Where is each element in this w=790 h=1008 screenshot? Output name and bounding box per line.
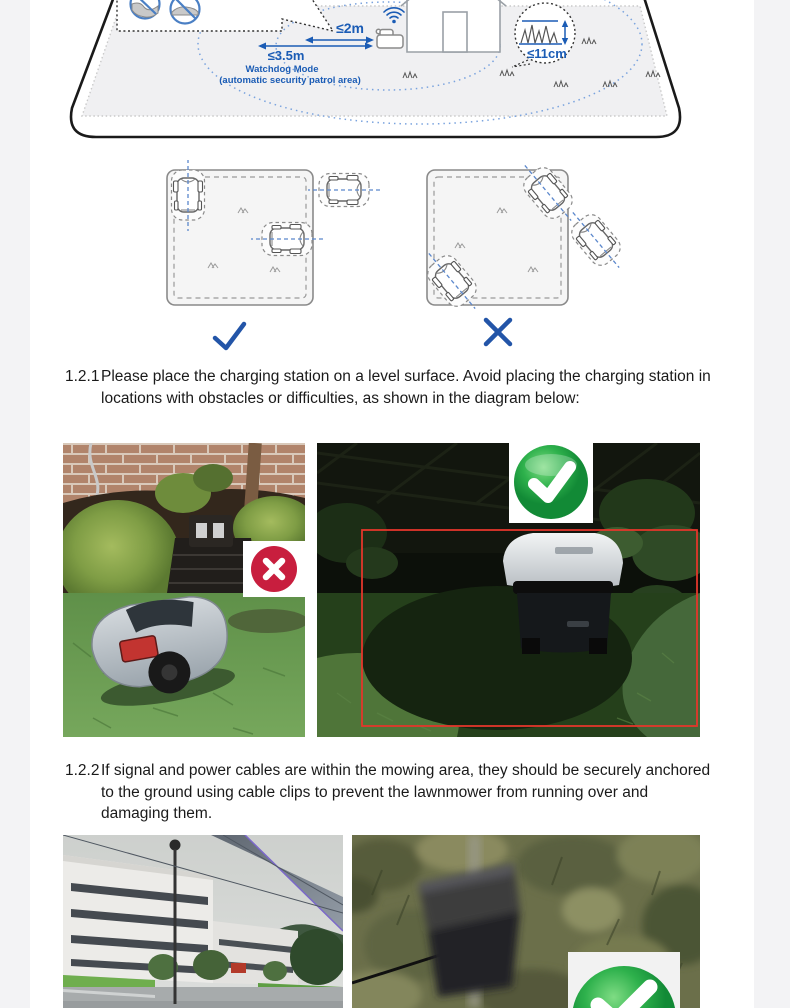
section-number: 1.2.1: [65, 368, 100, 385]
mower-right-edge: [308, 174, 380, 207]
watchdog-mode-sublabel: (automatic security patrol area): [219, 75, 361, 86]
road: [63, 987, 343, 1008]
photo-buildings: [63, 835, 343, 1008]
robot-mower-rear-photo: [503, 533, 623, 654]
building-main: [63, 855, 213, 983]
section-1-2-2: [65, 760, 713, 825]
photo-cable-clip: [352, 835, 700, 1008]
section-text: Please place the charging station on a level surface. Avoid placing the charging station in locations with obstacles or difficulties, as shown in the diagram below:: [101, 368, 711, 407]
lawn-sunlit: [317, 586, 700, 737]
no-slope-terrain-icon: [171, 0, 200, 24]
red-cross-badge: [243, 541, 305, 597]
house: [401, 0, 506, 52]
distance-2m-label: ≤2m: [336, 20, 364, 36]
mower-tilted-outside: [560, 202, 632, 278]
check-mark-icon: [215, 324, 244, 348]
green-check-badge: [509, 443, 593, 523]
photo-charging-station-wrong: [63, 443, 305, 737]
no-uneven-terrain-icon: [131, 0, 160, 19]
cross-mark-icon: [486, 320, 510, 344]
photo-charging-station-correct: [317, 443, 700, 737]
placement-correct-diagram: [167, 160, 380, 305]
placement-incorrect-diagram: [416, 160, 632, 319]
red-truck: [231, 963, 246, 973]
grass-height-label: ≤11cm: [527, 46, 567, 61]
yard-overview-diagram: [60, 0, 700, 152]
section-text: If signal and power cables are within the mowing area, they should be securely anchored to the ground using cable clips to prevent the lawnmower from running over and damaging them.: [101, 762, 711, 822]
section-number: 1.2.2: [65, 762, 100, 779]
section-1-2-1: [65, 366, 713, 409]
green-check-badge: [568, 952, 680, 1008]
patrol-radius-label: ≤3.5m: [267, 48, 305, 63]
station-placement-diagram: [60, 160, 700, 355]
watchdog-mode-label: Watchdog Mode: [245, 64, 319, 75]
dirt-patch: [228, 609, 305, 633]
